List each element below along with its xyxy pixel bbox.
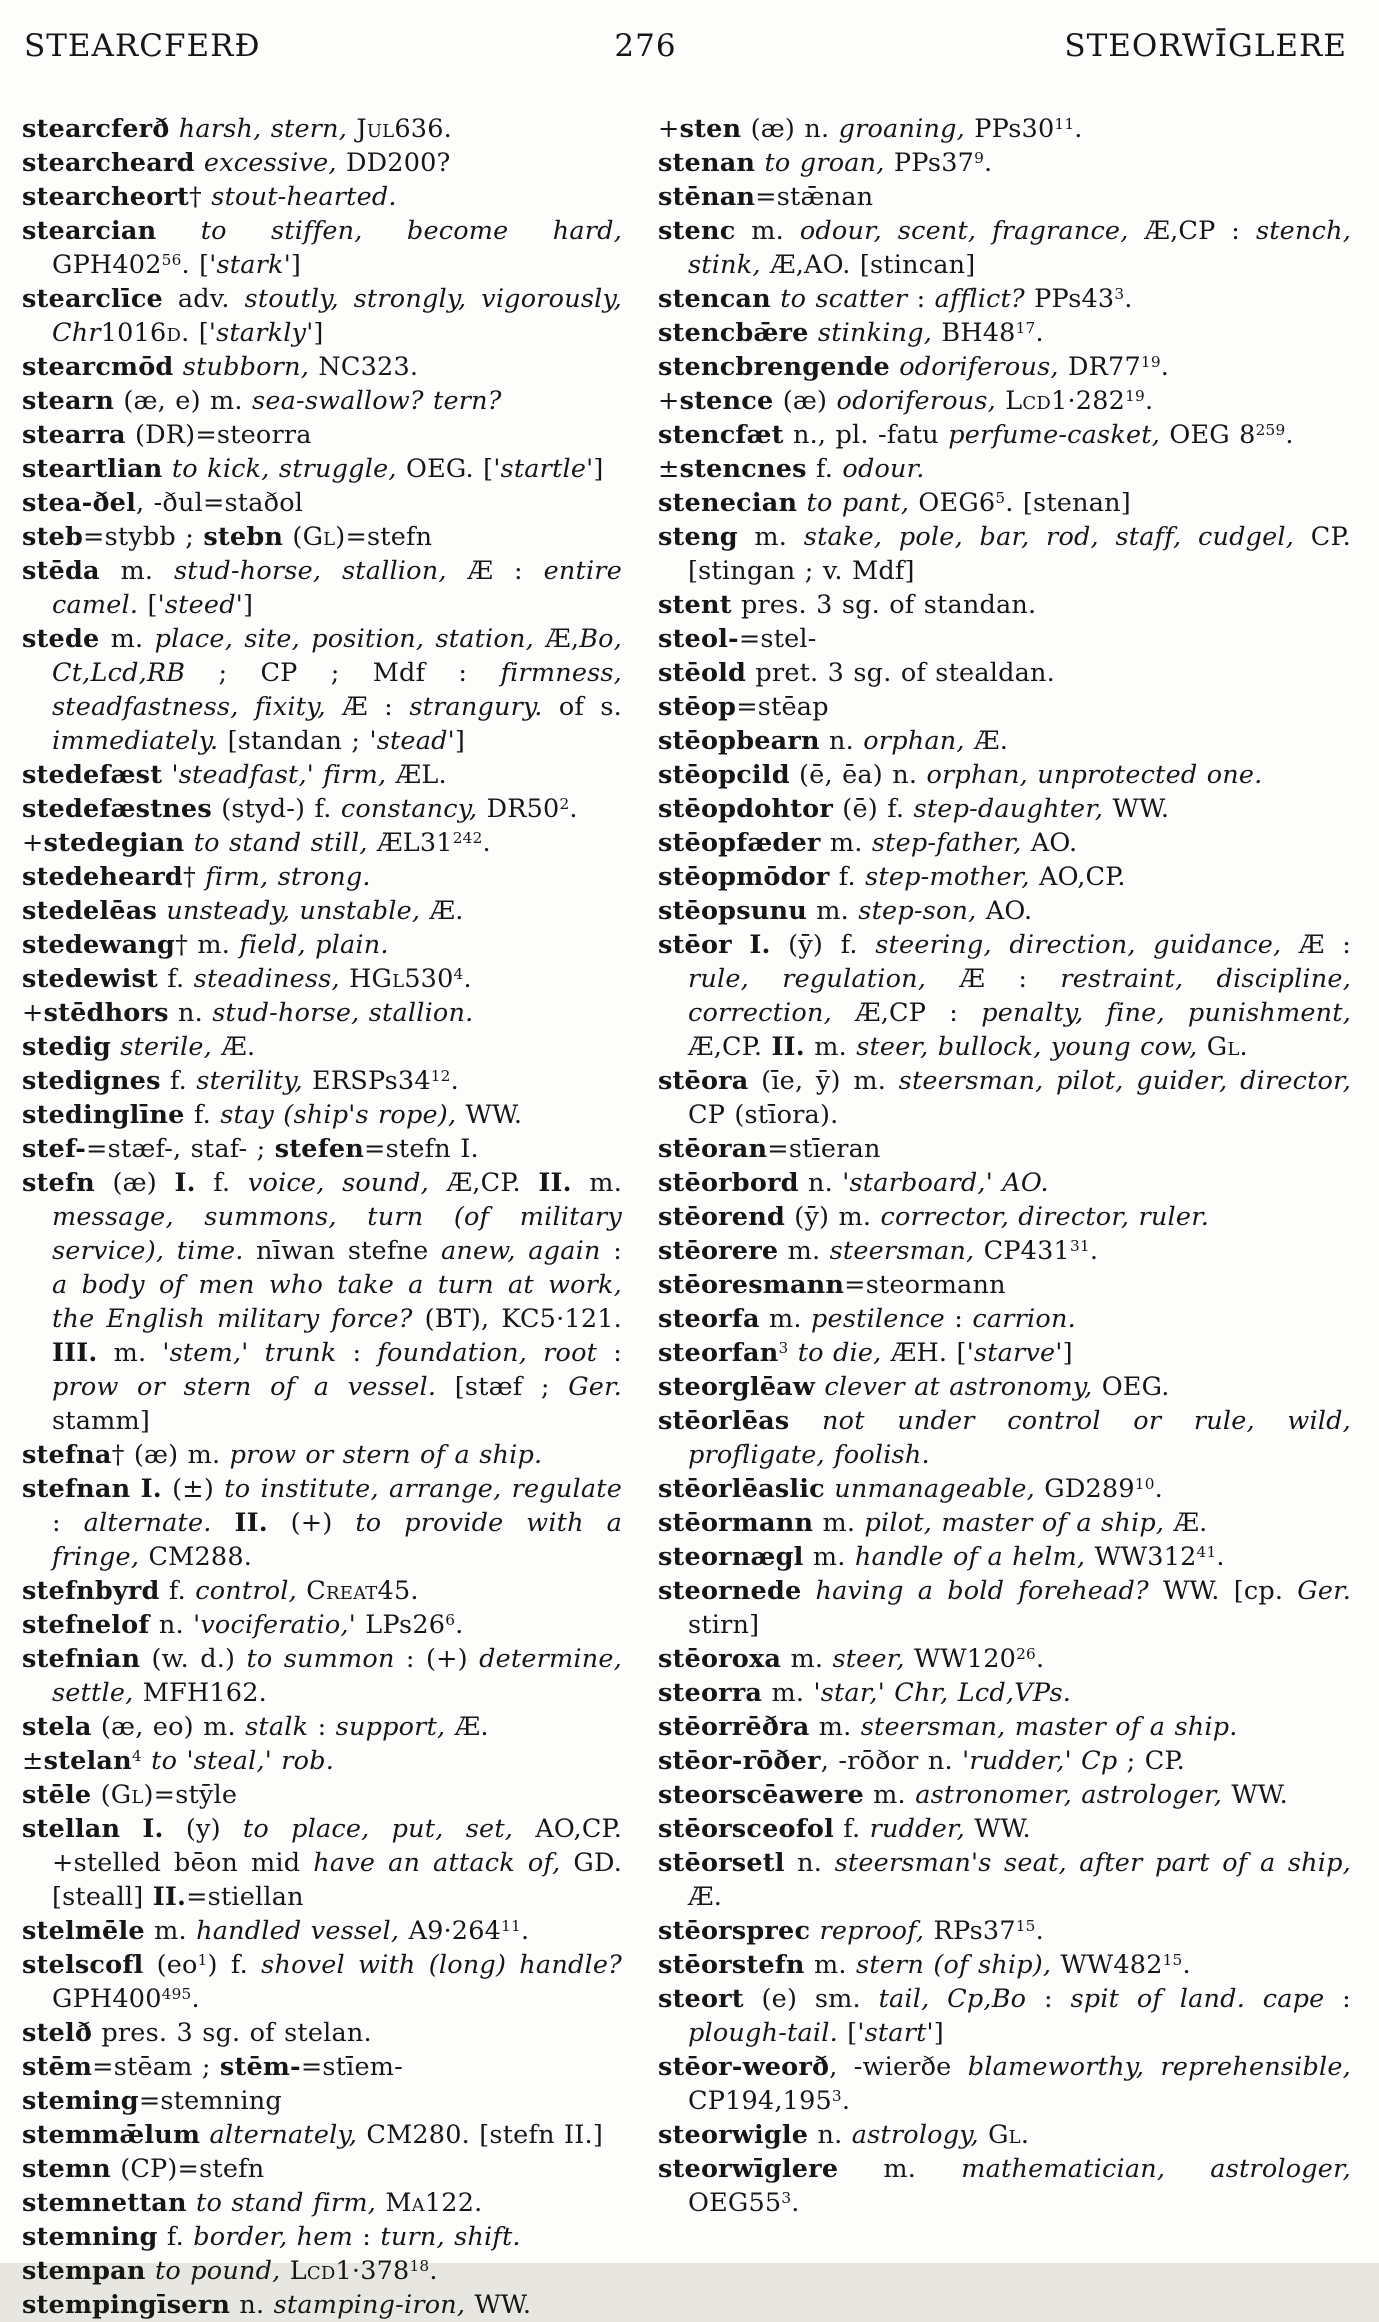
dictionary-entry: stēormann m. pilot, master of a ship, Æ. — [658, 1508, 1208, 1538]
dictionary-entry: steorfan$^3$ to die, ÆH. ['starve'] — [658, 1338, 1073, 1368]
dictionary-entry: steng m. stake, pole, bar, rod, staff, cudgel, CP. [stingan ; v. Mdf] — [658, 522, 1351, 586]
dictionary-entry: stearcheort† stout-hearted. — [22, 182, 397, 212]
dictionary-entry: stefnian (w. d.) to summon : (+) determine, settle, MFH162. — [22, 1644, 622, 1708]
dictionary-entry: stēorend (ȳ) m. corrector, director, ruler. — [658, 1202, 1210, 1232]
text-columns — [22, 112, 1351, 2322]
page-number: 276 — [614, 28, 677, 64]
dictionary-entry: stēor-weorð, -wierðe blameworthy, reprehensible, CP194,195$^3$. — [658, 2052, 1351, 2116]
dictionary-entry: stēle (Gl)=stȳle — [22, 1780, 238, 1810]
dictionary-entry: stenc m. odour, scent, fragrance, Æ,CP : stench, stink, Æ,AO. [stincan] — [658, 216, 1352, 280]
dictionary-entry: stēorsetl n. steersman's seat, after part of a ship, Æ. — [658, 1848, 1351, 1912]
dictionary-entry: steornægl m. handle of a helm, $WW312^{41}$. — [658, 1542, 1225, 1572]
dictionary-entry: stent pres. 3 sg. of standan. — [658, 590, 1037, 620]
dictionary-entry: steartlian to kick, struggle, OEG. ['startle'] — [22, 454, 604, 484]
dictionary-entry: ±stelan$^4$ to 'steal,' rob. — [22, 1746, 335, 1776]
dictionary-entry: stēora (īe, ȳ) m. steersman, pilot, guider, director, CP (stīora). — [658, 1066, 1352, 1130]
dictionary-entry: stencbrengende odoriferous, $DR77^{19}$. — [658, 352, 1170, 382]
dictionary-entry: stencfæt n., pl. -fatu perfume-casket, OEG $8^{259}$. — [658, 420, 1294, 450]
dictionary-entry: stēopdohtor (ē) f. step-daughter, WW. — [658, 794, 1170, 824]
dictionary-entry: stēoroxa m. steer, $WW120^{26}$. — [658, 1644, 1045, 1674]
dictionary-entry: stēop=stēap — [658, 692, 829, 722]
dictionary-entry: stefn (æ) I. f. voice, sound, Æ,CP. II. m. message, summons, turn (of military service), time. nīwan stefne anew, again : a body of men who take a turn at work, the English military force? (BT), KC5·121. III. m. 'stem,' trunk : foundation, root : prow or stern of a vessel. [stæf ; Ger. stamm] — [22, 1168, 623, 1436]
dictionary-entry: stedefæst 'steadfast,' firm, ÆL. — [22, 760, 447, 790]
dictionary-entry: stedewang† m. field, plain. — [22, 930, 389, 960]
dictionary-entry: stelmēle m. handled vessel, $A9\cdot 264^{11}$. — [22, 1916, 530, 1946]
dictionary-entry: stemmǣlum alternately, CM280. [stefn II.] — [22, 2120, 603, 2150]
dictionary-entry: stefnelof n. 'vociferatio,' $LPs26^6$. — [22, 1610, 464, 1640]
dictionary-entry: +stēdhors n. stud-horse, stallion. — [22, 998, 474, 1028]
dictionary-entry: steorwigle n. astrology, Gl. — [658, 2120, 1030, 2150]
dictionary-entry: stencbǣre stinking, $BH48^{17}$. — [658, 318, 1044, 348]
dictionary-entry: stēor I. (ȳ) f. steering, direction, guidance, Æ : rule, regulation, Æ : restraint, discipline, correction, Æ,CP : penalty, fine, punishment, Æ,CP. II. m. steer, bullock, young cow, Gl. — [658, 930, 1352, 1062]
dictionary-entry: +stedegian to stand still, $ÆL31^{242}$. — [22, 828, 491, 858]
dictionary-entry: stēoresmann=steormann — [658, 1270, 1006, 1300]
dictionary-entry: stemning f. border, hem : turn, shift. — [22, 2222, 521, 2252]
dictionary-entry: stencan to scatter : afflict? $PPs43^3$. — [658, 284, 1133, 314]
dictionary-entry: stēopcild (ē, ēa) n. orphan, unprotected one. — [658, 760, 1263, 790]
dictionary-entry: steorwīglere m. mathematician, astrologer, $OEG55^3$. — [658, 2154, 1351, 2218]
dictionary-entry: stempan to pound, $Lcd1\cdot 378^{18}$. — [22, 2256, 438, 2286]
dictionary-entry: stēold pret. 3 sg. of stealdan. — [658, 658, 1055, 688]
dictionary-entry: steornede having a bold forehead? WW. [cp. Ger. stirn] — [658, 1576, 1352, 1640]
dictionary-entry: +sten (æ) n. groaning, $PPs30^{11}$. — [658, 114, 1083, 144]
dictionary-entry: stēopmōdor f. step-mother, AO,CP. — [658, 862, 1126, 892]
dictionary-entry: steorfa m. pestilence : carrion. — [658, 1304, 1076, 1334]
dictionary-entry: ±stencnes f. odour. — [658, 454, 925, 484]
left-column — [22, 112, 622, 2322]
dictionary-entry: stedefæstnes (styd-) f. constancy, $DR50^2$. — [22, 794, 578, 824]
dictionary-entry: stemn (CP)=stefn — [22, 2154, 265, 2184]
dictionary-entry: stea-ðel, -ðul=staðol — [22, 488, 304, 518]
dictionary-entry: steort (e) sm. tail, Cp,Bo : spit of land. cape : plough-tail. ['start'] — [658, 1984, 1351, 2048]
dictionary-entry: stedig sterile, Æ. — [22, 1032, 256, 1062]
dictionary-entry: steming=stemning — [22, 2086, 282, 2116]
dictionary-entry: stearcferð harsh, stern, Jul636. — [22, 114, 452, 144]
dictionary-entry: stēorsprec reproof, $RPs37^{15}$. — [658, 1916, 1044, 1946]
header-right-headword: STEORWĪGLERE — [1064, 28, 1348, 64]
dictionary-entry: stearclīce adv. stoutly, strongly, vigorously, Chr1016d. ['starkly'] — [22, 284, 622, 348]
dictionary-entry: +stence (æ) odoriferous, $Lcd1\cdot 282^{19}$. — [658, 386, 1154, 416]
dictionary-entry: stēorstefn m. stern (of ship), $WW482^{15}$. — [658, 1950, 1191, 1980]
dictionary-entry: stēorsceofol f. rudder, WW. — [658, 1814, 1031, 1844]
dictionary-entry: steorscēawere m. astronomer, astrologer, WW. — [658, 1780, 1288, 1810]
dictionary-entry: stedinglīne f. stay (ship's rope), WW. — [22, 1100, 523, 1130]
dictionary-entry: stēorlēaslic unmanageable, $GD289^{10}$. — [658, 1474, 1163, 1504]
dictionary-entry: stefnbyrd f. control, Creat45. — [22, 1576, 419, 1606]
dictionary-entry: stedeheard† firm, strong. — [22, 862, 371, 892]
dictionary-entry: stenecian to pant, $OEG6^5$. [stenan] — [658, 488, 1131, 518]
dictionary-entry: steorra m. 'star,' Chr, Lcd,VPs. — [658, 1678, 1072, 1708]
dictionary-entry: stēorrēðra m. steersman, master of a ship. — [658, 1712, 1238, 1742]
dictionary-entry: stempingīsern n. stamping-iron, WW. — [22, 2290, 532, 2320]
dictionary-entry: stēopfæder m. step-father, AO. — [658, 828, 1078, 858]
page-header — [22, 20, 1351, 64]
dictionary-entry: stēopsunu m. step-son, AO. — [658, 896, 1033, 926]
dictionary-entry: stedelēas unsteady, unstable, Æ. — [22, 896, 464, 926]
dictionary-entry: stellan I. (y) to place, put, set, AO,CP. +stelled bēon mid have an attack of, GD. [steall] II.=stiellan — [22, 1814, 623, 1912]
dictionary-entry: stēorbord n. 'starboard,' AO. — [658, 1168, 1049, 1198]
dictionary-entry: stēm=stēam ; stēm-=stīem- — [22, 2052, 404, 2082]
dictionary-entry: steb=stybb ; stebn (Gl)=stefn — [22, 522, 433, 552]
dictionary-entry: stēopbearn n. orphan, Æ. — [658, 726, 1009, 756]
dictionary-entry: stef-=stæf-, staf- ; stefen=stefn I. — [22, 1134, 479, 1164]
dictionary-entry: stefnan I. (±) to institute, arrange, regulate : alternate. II. (+) to provide with a fringe, CM288. — [22, 1474, 622, 1572]
dictionary-entry: stede m. place, site, position, station, Æ,Bo, Ct,Lcd,RB ; CP ; Mdf : firmness, steadfastness, fixity, Æ : strangury. of s. immediately. [standan ; 'stead'] — [22, 624, 622, 756]
header-left-headword: STEARCFERÐ — [24, 28, 261, 64]
dictionary-entry: stela (æ, eo) m. stalk : support, Æ. — [22, 1712, 489, 1742]
dictionary-entry: stelscofl $(eo^1)$ f. shovel with (long) handle? $GPH400^{495}$. — [22, 1950, 622, 2014]
dictionary-entry: stēda m. stud-horse, stallion, Æ : entire camel. ['steed'] — [22, 556, 622, 620]
dictionary-entry: stēorere m. steersman, $CP431^{31}$. — [658, 1236, 1099, 1266]
dictionary-entry: stearcmōd stubborn, NC323. — [22, 352, 419, 382]
dictionary-entry: stearcheard excessive, DD200? — [22, 148, 451, 178]
dictionary-entry: stēorlēas not under control or rule, wild, profligate, foolish. — [658, 1406, 1351, 1470]
dictionary-entry: stelð pres. 3 sg. of stelan. — [22, 2018, 372, 2048]
dictionary-entry: stefna† (æ) m. prow or stern of a ship. — [22, 1440, 543, 1470]
dictionary-entry: stearcian to stiffen, become hard, $GPH402^{56}$. ['stark'] — [22, 216, 622, 280]
right-column — [658, 112, 1351, 2322]
dictionary-entry: stearn (æ, e) m. sea-swallow? tern? — [22, 386, 502, 416]
dictionary-entry: stearra (DR)=steorra — [22, 420, 312, 450]
dictionary-entry: stēoran=stīeran — [658, 1134, 881, 1164]
dictionary-entry: stēor-rōðer, -rōðor n. 'rudder,' Cp ; CP. — [658, 1746, 1185, 1776]
dictionary-entry: stēnan=stǣnan — [658, 182, 874, 212]
dictionary-entry: steorglēaw clever at astronomy, OEG. — [658, 1372, 1170, 1402]
dictionary-entry: stemnettan to stand firm, Ma122. — [22, 2188, 483, 2218]
dictionary-entry: steol-=stel- — [658, 624, 817, 654]
dictionary-entry: stenan to groan, $PPs37^9$. — [658, 148, 993, 178]
dictionary-entry: stedignes f. sterility, $ERSPs34^{12}$. — [22, 1066, 459, 1096]
dictionary-entry: stedewist f. steadiness, $HGl530^4$. — [22, 964, 472, 994]
